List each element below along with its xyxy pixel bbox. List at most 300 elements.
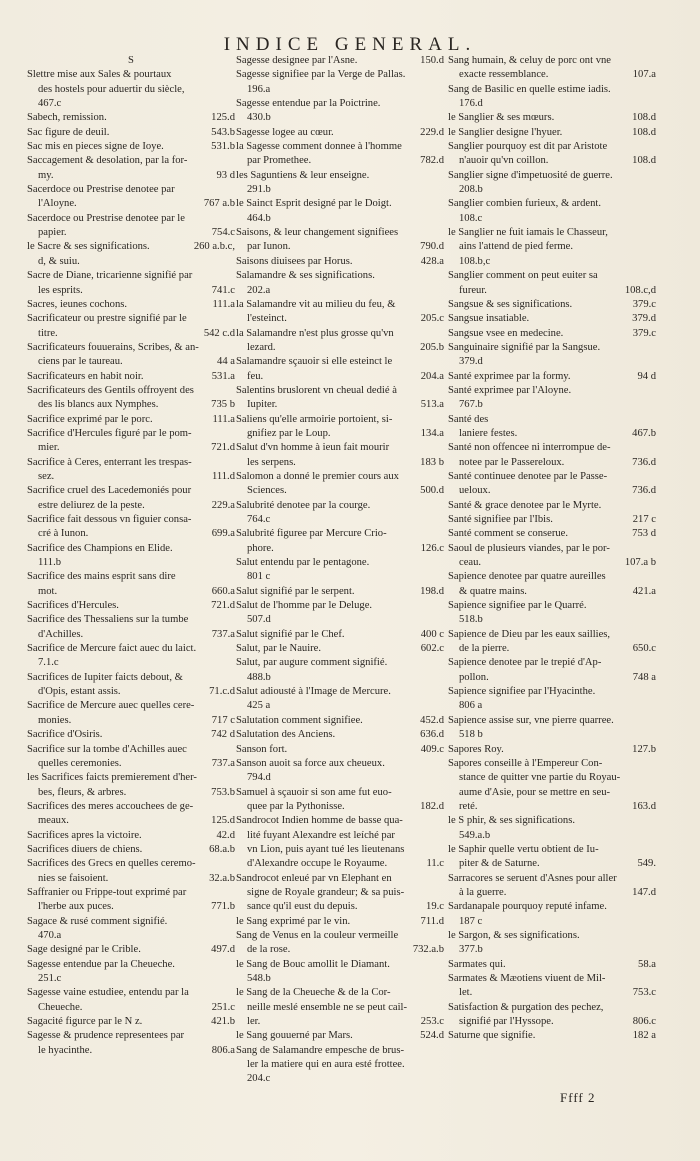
entry-text: aume d'Asie, pour se mettre en seu- [459,786,611,798]
index-entry [448,872,656,901]
index-entry [236,54,444,68]
index-entry [448,513,656,527]
index-entry-line [448,183,656,197]
entry-text: Saliens qu'elle armoirie portoient, si- [236,413,393,425]
index-entry-line [27,872,235,886]
index-entry [236,226,444,255]
index-entry-line [448,542,656,556]
index-entry [236,68,444,97]
index-entry [236,728,444,742]
entry-page-ref: 108.d [632,155,656,167]
entry-text: cré à Iunon. [38,528,89,540]
index-entry [448,384,656,413]
entry-page-ref: 217 c [632,514,656,525]
index-entry [27,570,235,599]
index-entry-line [236,111,444,125]
index-entry-line [27,269,235,283]
index-entry [27,484,235,513]
entry-text: Sarracores se seruent d'Asnes pour aller [448,872,617,884]
index-entry-line [236,1001,444,1015]
index-entry-line [448,83,656,97]
entry-page-ref: 748 a [632,671,656,683]
entry-text: l'esteinct. [247,313,287,325]
entry-text: Sagesse & prudence representees par [27,1030,185,1042]
entry-text: sez. [38,470,55,482]
index-entry [27,513,235,542]
entry-page-ref: 771.b [211,901,235,913]
entry-text: Salut, par augure comment signifié. [236,657,388,669]
index-entry-line [27,384,235,398]
index-entry-line [236,470,444,484]
index-entry [27,800,235,829]
index-entry [27,341,235,370]
index-entry-line [448,441,656,455]
entry-text: phore. [247,542,274,554]
index-entry-line [236,513,444,527]
index-entry [448,542,656,571]
index-entry [27,829,235,843]
index-entry-line [448,872,656,886]
entry-page-ref: 732.a.b [412,944,444,956]
entry-text: la Salamandre n'est plus grosse qu'vn [236,327,394,339]
entry-page-ref: 108.d [632,112,656,124]
entry-text: Iupiter. [247,399,278,411]
index-entry-line [27,427,235,441]
entry-text: Sacerdoce ou Prestrise denotee par le [27,212,185,224]
entry-text: exacte ressemblance. [459,69,549,81]
entry-text: Sagesse vaine estudiee, entendu par la [27,987,189,999]
entry-text: 202.a [247,284,271,296]
entry-page-ref: 742 d [211,729,235,741]
entry-text: n'auoir qu'vn coillon. [459,155,549,167]
entry-page-ref: 379.c [632,327,656,339]
index-entry-line [236,972,444,986]
entry-text: Santé & grace denotee par le Myrte. [448,499,602,511]
entry-page-ref: 736.d [632,456,656,468]
entry-page-ref: 806.a [211,1044,235,1056]
index-entry [27,183,235,212]
entry-text: Sabech, remission. [27,112,107,124]
index-entry [236,958,444,987]
index-entry-line [448,757,656,771]
entry-text: le Sang gouuerné par Mars. [236,1030,353,1042]
index-entry [448,843,656,872]
entry-text: 187 c [459,915,483,927]
index-entry [27,370,235,384]
index-entry-line [27,829,235,843]
index-entry-line [236,527,444,541]
index-entry-line [27,484,235,498]
index-entry-line [236,757,444,771]
index-entry [236,1029,444,1043]
index-entry-line [448,197,656,211]
entry-text: my. [38,169,54,181]
index-entry-line [27,900,235,914]
index-entry-line [448,513,656,527]
index-entry [448,312,656,326]
entry-page-ref: 251.c [211,1001,235,1013]
entry-text: laniere festes. [459,427,518,439]
index-entry [448,527,656,541]
entry-page-ref: 93 d [216,169,235,181]
index-entry-line [448,398,656,412]
entry-text: Salut signifié par le serpent. [236,585,355,597]
entry-text: 548.b [247,973,271,984]
index-entry [448,1001,656,1030]
index-entry [27,857,235,886]
entry-text: Sacrificateurs en habit noir. [27,370,144,382]
index-entry-line [27,255,235,269]
entry-page-ref: 753.b [211,786,235,798]
entry-text: lezard. [247,341,276,353]
index-entry-line [27,986,235,1000]
index-entry [236,872,444,915]
entry-page-ref: 108.c,d [624,284,656,296]
index-entry-line [236,398,444,412]
entry-text: le Sang de la Cheueche & de la Cor- [236,987,391,999]
index-entry [448,197,656,226]
index-entry [448,140,656,169]
index-entry [27,743,235,772]
index-entry-line [27,972,235,986]
entry-text: Sarmates qui. [448,958,506,970]
index-entry [27,915,235,944]
entry-text: Sacrificateur ou prestre signifié par le [27,313,187,325]
entry-text: d'Achilles. [38,628,84,640]
index-entry-line [448,370,656,384]
index-entry [27,413,235,427]
entry-text: Santé exprimee par l'Aloyne. [448,384,572,396]
index-entry [236,929,444,958]
entry-text: Santé non offencee ni interrompue de- [448,442,611,454]
index-entry-line [448,599,656,613]
index-entry-line [236,656,444,670]
index-entry [448,929,656,958]
index-entry [27,154,235,183]
entry-page-ref: 467.b [632,427,656,439]
index-entry [236,642,444,656]
index-entry-line [236,413,444,427]
index-entry [27,642,235,671]
entry-text: Sacerdoce ou Prestrise denotee par [27,184,175,196]
entry-text: par Iunon. [247,241,291,253]
entry-text: Sapience assise sur, vne pierre quarree. [448,714,614,726]
entry-text: stance de quitter vne partie du Royau- [459,772,621,784]
entry-text: S [128,55,134,66]
index-entry-line [236,140,444,154]
index-entry-line [236,327,444,341]
index-entry-line [448,298,656,312]
entry-page-ref: 44 a [217,356,235,368]
entry-page-ref: 260 a.b.c, [193,241,235,253]
index-entry-line [448,341,656,355]
entry-page-ref: 737.a [211,628,235,640]
entry-page-ref: 542 c.d [203,327,235,339]
entry-text: 425 a [247,700,271,712]
entry-page-ref: 94 d [637,370,656,382]
index-entry-line [236,943,444,957]
entry-text: le hyacinthe. [38,1044,93,1056]
entry-page-ref: 543.b [211,126,235,138]
index-entry [236,599,444,628]
index-entry-line [448,628,656,642]
entry-page-ref: 205.b [420,341,444,353]
entry-text: papier. [38,227,67,239]
entry-text: Sandrocot enleué par vn Elephant en [236,872,392,884]
index-column-2 [236,54,444,1087]
index-entry-line [448,527,656,541]
index-entry-line [236,671,444,685]
entry-page-ref: 68.a.b [209,843,235,855]
entry-text: Salubrité denotee par la courge. [236,499,371,511]
entry-text: nies se faisoient. [38,872,109,884]
entry-text: lité fuyant Alexandre est leíché par [247,829,395,841]
index-entry [448,900,656,929]
entry-text: Sacrifices d'Hercules. [27,600,119,612]
entry-text: 7.1.c [38,657,59,669]
index-entry-line [236,441,444,455]
index-entry [448,599,656,628]
index-entry [448,111,656,125]
index-entry [236,1044,444,1087]
entry-text: quelles ceremonies. [38,757,122,769]
entry-text: 377.b [459,944,483,956]
index-entry-line [27,556,235,570]
index-entry-line [236,169,444,183]
index-entry [27,240,235,269]
index-entry-line [236,1015,444,1029]
entry-text: signe de Royale grandeur; & sa puis- [247,886,405,898]
index-entry [448,470,656,499]
index-entry-line [27,929,235,943]
index-entry [236,556,444,585]
entry-text: Sanglier comment on peut euiter sa [448,270,598,282]
index-entry [236,915,444,929]
index-entry-line [236,212,444,226]
index-entry-line [27,542,235,556]
entry-page-ref: 497.d [211,944,235,956]
entry-text: Salut entendu par le pentagone. [236,557,370,569]
entry-text: Sapience signifiee par l'Hyacinthe. [448,686,596,698]
index-entry-line [27,513,235,527]
index-entry-line [236,642,444,656]
index-entry-line [236,154,444,168]
entry-text: Sacrifice d'Hercules figuré par le pom- [27,427,192,439]
entry-page-ref: 721.d [211,442,235,454]
index-entry-line [448,743,656,757]
index-entry-line [236,355,444,369]
index-entry-line [27,226,235,240]
index-entry-line [448,800,656,814]
index-entry [236,743,444,757]
entry-text: Sagace & rusé comment signifié. [27,915,168,927]
entry-text: Sacrifice des Thessaliens sur la tumbe [27,614,189,626]
entry-page-ref: 253.c [420,1016,444,1028]
index-entry [27,699,235,728]
entry-text: Sagesse signifiee par la Verge de Pallas. [236,69,406,81]
entry-text: Sang humain, & celuy de porc ont vne [448,55,611,66]
entry-text: let. [459,987,473,999]
index-entry [448,126,656,140]
entry-text: Sacrifice sur la tombe d'Achilles auec [27,743,187,755]
index-entry-line [236,771,444,785]
entry-text: notee par le Passereloux. [459,456,565,468]
index-entry-line [448,140,656,154]
index-entry [236,656,444,685]
entry-text: Salamandre & ses significations. [236,270,375,282]
entry-page-ref: 111.d [211,470,235,482]
index-entry-line [27,327,235,341]
index-entry-line [236,699,444,713]
index-entry-line [448,68,656,82]
index-entry-line [27,240,235,254]
index-entry-line [236,384,444,398]
index-entry-line [236,1058,444,1072]
index-entry-line [27,915,235,929]
entry-text: Sacrifice d'Osiris. [27,729,103,741]
index-entry-line [448,829,656,843]
index-entry-line [27,183,235,197]
index-entry-line [448,613,656,627]
entry-page-ref: 602.c [420,643,444,655]
entry-text: Sagesse entendue par la Cheueche. [27,958,175,970]
index-entry-line [236,1029,444,1043]
entry-text: les serpens. [247,456,296,468]
index-entry [27,269,235,298]
entry-page-ref: 767 a.b [203,198,235,210]
entry-text: Salutation comment signifiee. [236,714,363,726]
entry-text: Sacre de Diane, tricarienne signifié par [27,270,193,282]
index-entry-line [27,341,235,355]
entry-text: Santé des [448,413,489,425]
index-entry-line [448,470,656,484]
index-entry [27,54,235,68]
entry-page-ref: 735 b [211,399,235,411]
index-entry-line [27,126,235,140]
index-entry-line [236,312,444,326]
index-entry-line [448,886,656,900]
entry-page-ref: 19.c [426,901,444,913]
index-entry [27,427,235,456]
entry-page-ref: 409.c [420,743,444,755]
entry-page-ref: 229.a [211,499,235,511]
entry-page-ref: 111.a [212,413,235,425]
index-entry [27,212,235,241]
index-entry-line [448,857,656,871]
entry-text: Sac figure de deuil. [27,126,110,138]
index-entry [448,685,656,714]
index-entry [27,843,235,857]
index-entry-line [448,1029,656,1043]
index-entry-line [236,613,444,627]
entry-page-ref: 204.a [420,370,444,382]
index-entry-line [236,886,444,900]
index-entry [27,671,235,700]
index-entry-line [236,126,444,140]
index-entry-line [448,986,656,1000]
index-entry [27,68,235,111]
index-entry-line [448,843,656,857]
index-entry-line [236,370,444,384]
entry-text: Sagesse designee par l'Asne. [236,55,358,66]
index-entry [236,470,444,499]
index-entry [236,140,444,169]
index-entry-line [448,427,656,441]
entry-text: reté. [459,800,478,812]
entry-page-ref: 524.d [420,1030,444,1042]
index-entry [236,814,444,871]
entry-page-ref: 107.a b [624,557,656,569]
entry-text: des hostels pour aduertir du siècle, [38,83,185,95]
entry-page-ref: 753.c [632,987,656,999]
index-entry-line [27,786,235,800]
index-entry [236,786,444,815]
index-entry-line [448,570,656,584]
entry-text: 196.a [247,83,271,95]
entry-page-ref: 753 d [632,528,656,540]
index-column-1 [27,54,235,1058]
index-entry [27,298,235,312]
signature-mark: Ffff 2 [560,1090,596,1105]
index-entry [27,771,235,800]
index-entry-line [448,456,656,470]
entry-page-ref: 782.d [420,155,444,167]
index-entry-line [236,298,444,312]
index-entry-line [236,714,444,728]
index-entry-line [27,570,235,584]
index-entry [448,714,656,743]
entry-text: Sanson fort. [236,743,288,755]
entry-text: des lis blancs aux Nymphes. [38,399,159,411]
entry-page-ref: 741.c [211,284,235,296]
entry-page-ref: 108.d [632,126,656,138]
index-entry-line [448,972,656,986]
index-entry [236,527,444,556]
entry-text: mier. [38,442,60,454]
index-entry [27,384,235,413]
index-entry-line [448,671,656,685]
index-entry-line [27,943,235,957]
index-entry-line [448,413,656,427]
entry-text: Salomon a donné le premier cours aux [236,470,399,482]
index-entry-line [236,484,444,498]
entry-page-ref: 147.d [632,886,656,898]
index-entry [27,312,235,341]
index-entry-line [27,54,235,68]
index-entry-line [236,958,444,972]
entry-text: Sacrifice fait dessous vn figuier consa- [27,514,192,525]
entry-text: 507.d [247,614,271,626]
entry-text: à la guerre. [459,886,507,898]
entry-text: les Sacrifices faicts premierement d'her- [27,772,197,784]
entry-page-ref: 428.a [420,255,444,267]
index-entry-line [236,499,444,513]
index-entry-line [27,699,235,713]
entry-text: Saccagement & desolation, par la for- [27,155,188,167]
entry-text: le Sang exprimé par le vin. [236,915,351,927]
entry-page-ref: 127.b [632,743,656,755]
entry-text: 764.c [247,514,271,525]
entry-text: 470.a [38,929,62,941]
index-entry [27,613,235,642]
index-entry [27,728,235,742]
entry-text: Sanglier pourquoy est dit par Aristote [448,141,608,153]
entry-text: Santé comment se conserue. [448,528,569,540]
index-entry-line [236,814,444,828]
entry-text: & quatre mains. [459,585,527,597]
index-entry-line [236,456,444,470]
index-entry-line [236,226,444,240]
